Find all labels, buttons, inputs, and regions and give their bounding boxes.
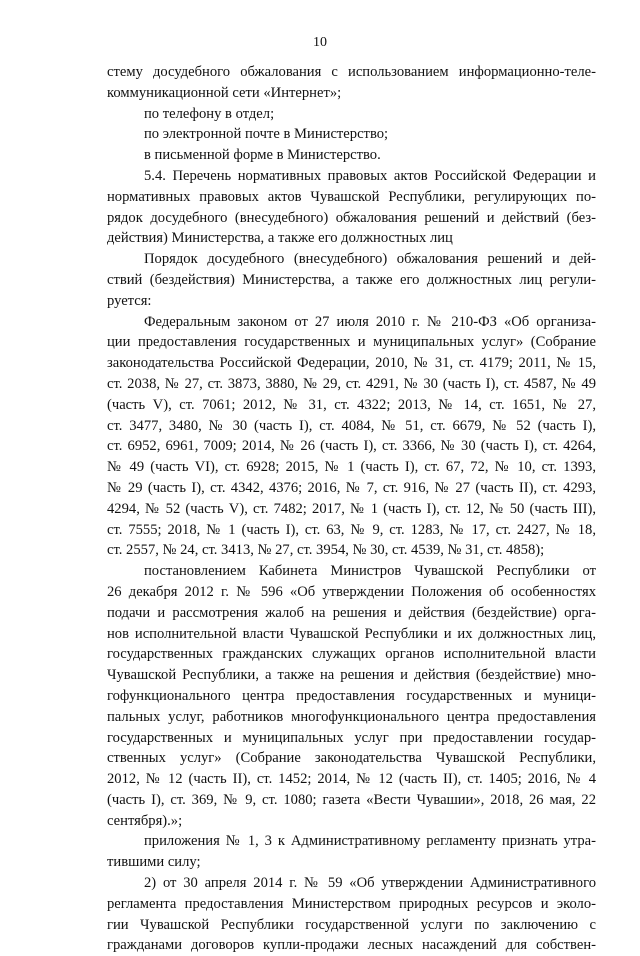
text-line: тившими силу; <box>107 854 201 871</box>
page-number: 10 <box>313 35 327 50</box>
text-line: ст. 2038, № 27, ст. 3873, 3880, № 29, ст. 4291, № 30 (часть I), ст. 4587, № 49 <box>107 375 596 392</box>
text-line: коммуникационной сети «Интернет»; <box>107 84 342 101</box>
text-line: ст. 6952, 6961, 7009; 2014, № 26 (часть I), ст. 3366, № 30 (часть I), ст. 4264, <box>107 438 596 455</box>
text-line: по электронной почте в Министерство; <box>144 126 389 143</box>
text-line: № 49 (часть VI), ст. 6928; 2015, № 1 (часть I), ст. 67, 72, № 10, ст. 1393, <box>107 459 596 476</box>
text-line: 2) от 30 апреля 2014 г. № 59 «Об утверждении Административного <box>144 875 596 892</box>
text-line: руется: <box>107 292 152 309</box>
text-line: нормативных правовых актов Чувашской Республики, регулирующих по- <box>107 188 596 205</box>
text-line: (часть I), ст. 369, № 9, ст. 1080; газета «Вести Чувашии», 2018, 26 мая, 22 <box>107 791 596 808</box>
text-line: 4294, № 52 (часть V), ст. 7482; 2017, № 1 (часть I), ст. 12, № 50 (часть III), <box>107 500 596 517</box>
text-line: рядок досудебного (внесудебного) обжалования решений и действий (без- <box>107 209 596 226</box>
text-line: действия) Министерства, а также его должностных лиц <box>107 230 453 247</box>
text-line: стему досудебного обжалования с использованием информационно-теле- <box>107 64 596 80</box>
text-line: ствий (бездействия) Министерства, а также его должностных лиц регули- <box>107 271 596 288</box>
text-line: в письменной форме в Министерство. <box>144 147 381 164</box>
text-line: ст. 3477, 3480, № 30 (часть I), ст. 4084, № 51, ст. 6679, № 52 (часть I), <box>107 417 596 434</box>
text-line: гофункционального центра предоставления государственных и муници- <box>107 687 596 704</box>
text-line: 2012, № 12 (часть II), ст. 1452; 2014, № 12 (часть II), ст. 1405; 2016, № 4 <box>107 771 596 788</box>
document-body <box>107 62 596 956</box>
text-line: (часть V), ст. 7061; 2012, № 31, ст. 4322; 2013, № 14, ст. 1651, № 27, <box>107 396 596 413</box>
text-line: гии Чувашской Республики государственной услуги по заключению с <box>107 916 596 933</box>
text-line: Чувашской Республики, а также на решения и действия (бездействие) мно- <box>107 667 596 684</box>
text-line: государственных и муниципальных услуг при предоставлении государ- <box>107 729 596 746</box>
text-line: законодательства Российской Федерации, 2010, № 31, ст. 4179; 2011, № 15, <box>107 355 596 372</box>
text-line: регламента предоставления Министерством природных ресурсов и эколо- <box>107 895 596 912</box>
text-line: постановлением Кабинета Министров Чувашской Республики от <box>144 563 596 580</box>
text-line: ст. 2557, № 24, ст. 3413, № 27, ст. 3954, № 30, ст. 4539, № 31, ст. 4858); <box>107 542 545 559</box>
text-line: по телефону в отдел; <box>144 105 275 122</box>
text-line: ственных услуг» (Собрание законодательства Чувашской Республики, <box>107 750 596 767</box>
text-line: государственных гражданских служащих органов исполнительной власти <box>107 646 596 663</box>
text-line: 26 декабря 2012 г. № 596 «Об утверждении Положения об особенностях <box>107 583 596 600</box>
text-line: 5.4. Перечень нормативных правовых актов Российской Федерации и <box>144 167 596 184</box>
text-line: приложения № 1, 3 к Административному регламенту признать утра- <box>144 833 596 850</box>
text-line: сентября).»; <box>107 812 183 829</box>
text-line: нов исполнительной власти Чувашской Республики и их должностных лиц, <box>107 625 596 642</box>
text-line: ст. 7555; 2018, № 1 (часть I), ст. 63, № 9, ст. 1283, № 17, ст. 2427, № 18, <box>107 521 596 538</box>
text-line: Федеральным законом от 27 июля 2010 г. № 210-ФЗ «Об организа- <box>144 313 596 330</box>
text-line: ции предоставления государственных и муниципальных услуг» (Собрание <box>107 334 596 351</box>
text-line: Порядок досудебного (внесудебного) обжалования решений и дей- <box>144 251 596 268</box>
text-line: пальных услуг, работников многофункционального центра предоставления <box>107 708 596 725</box>
text-line: подачи и рассмотрения жалоб на решения и действия (бездействие) орга- <box>107 604 596 621</box>
text-line: № 29 (часть I), ст. 4342, 4376; 2016, № 7, ст. 916, № 27 (часть II), ст. 4293, <box>107 479 596 496</box>
text-line: гражданами договоров купли-продажи лесных насаждений для собствен- <box>107 937 596 954</box>
